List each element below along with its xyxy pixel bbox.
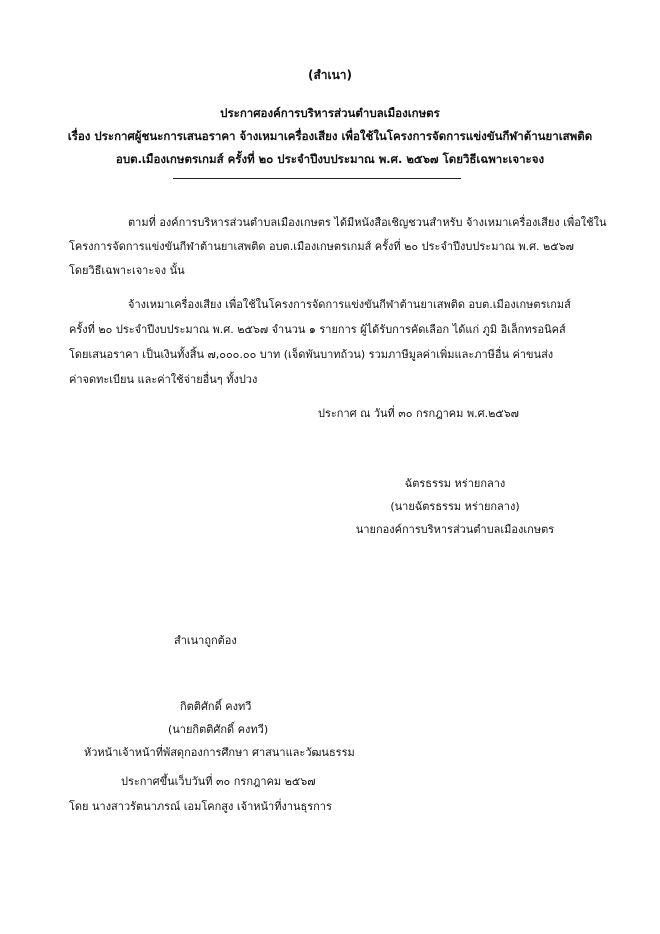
certifier-signature: กิตติศักดิ์ คงทวี [180,700,252,713]
signer-position: นายกองค์การบริหารส่วนตำบลเมืองเกษตร [355,523,555,536]
announcement-subject: เรื่อง ประกาศผู้ชนะการเสนอราคา จ้างเหมาเครื่องเสียง เพื่อใช้ในโครงการจัดการแข่งขันกีฬาต้านยาเสพติด [67,129,593,143]
certifier-name: (นายกิตติศักดิ์ คงทวี) [168,723,269,736]
paragraph-1-line: ตามที่ องค์การบริหารส่วนตำบลเมืองเกษตร ได้มีหนังสือเชิญชวนสำหรับ จ้างเหมาเครื่องเสียง เพื่อใช้ใน [128,216,607,229]
signer-signature: ฉัตรธรรม หร่ายกลาง [404,477,506,490]
paragraph-2-line: โดยเสนอราคา เป็นเงินทั้งสิ้น ๗,๐๐๐.๐๐ บาท (เจ็ดพันบาทถ้วน) รวมภาษีมูลค่าเพิ่มและภาษีอื่น ค่าขนส่ง [69,348,554,361]
announcement-title: ประกาศองค์การบริหารส่วนตำบลเมืองเกษตร [220,106,440,120]
certifier-position: หัวหน้าเจ้าหน้าที่พัสดุกองการศึกษา ศาสนาและวัฒนธรรม [84,746,355,759]
paragraph-2-line: ค่าจดทะเบียน และค่าใช้จ่ายอื่นๆ ทั้งปวง [69,373,258,386]
web-posted-date: ประกาศขึ้นเว็บวันที่ ๓๐ กรกฎาคม ๒๕๖๗ [121,775,316,788]
announcement-date: ประกาศ ณ วันที่ ๓๐ กรกฎาคม พ.ศ.๒๕๖๗ [318,407,519,420]
copy-label: (สำเนา) [307,68,353,82]
certified-copy-label: สำเนาถูกต้อง [174,634,237,647]
announcement-subject-cont: อบต.เมืองเกษตรเกมส์ ครั้งที่ ๒๐ ประจำปีงบประมาณ พ.ศ. ๒๕๖๗ โดยวิธีเฉพาะเจาะจง [115,152,545,166]
paragraph-2-line: ครั้งที่ ๒๐ ประจำปีงบประมาณ พ.ศ. ๒๕๖๗ จำนวน ๑ รายการ ผู้ได้รับการคัดเลือก ได้แก่ ภูมิ อิเล็กทรอนิคส์ [69,323,566,336]
paragraph-1-line: โครงการจัดการแข่งขันกีฬาต้านยาเสพติด อบต.เมืองเกษตรเกมส์ ครั้งที่ ๒๐ ประจำปีงบประมาณ พ.ศ. ๒๕๖๗ [69,240,574,253]
paragraph-2-line: จ้างเหมาเครื่องเสียง เพื่อใช้ในโครงการจัดการแข่งขันกีฬาต้านยาเสพติด อบต.เมืองเกษตรเกมส์ [128,298,571,311]
posted-by: โดย นางสาวรัตนาภรณ์ เอมโคกสูง เจ้าหน้าที่งานธุรการ [69,800,332,813]
signer-name: (นายฉัตรธรรม หร่ายกลาง) [390,500,520,513]
title-underline [173,178,461,179]
paragraph-1-line: โดยวิธีเฉพาะเจาะจง นั้น [69,264,185,277]
